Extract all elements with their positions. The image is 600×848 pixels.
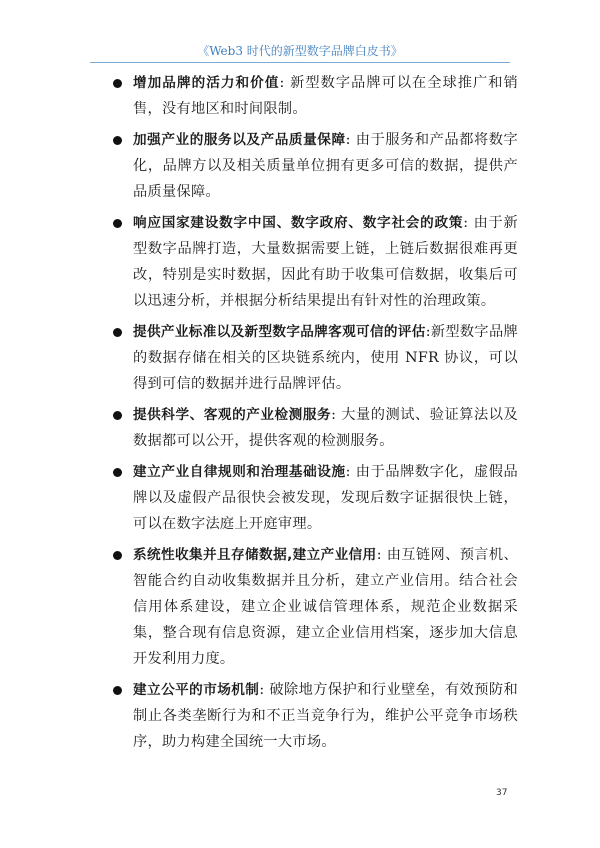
bullet-icon (113, 328, 122, 337)
bullet-icon (113, 411, 122, 420)
item-title: 建立公平的市场机制 (133, 682, 260, 698)
item-text: : 由互链网、预言机、智能合约自动收集数据并且分析，建立产业信用。结合社会信用体系建设，建立企业诚信管理体系，规范企业数据采集，整合现有信息资源，建立企业信用档案，逐步加大信息开发利用力度。 (133, 547, 518, 667)
page-number: 37 (496, 788, 508, 798)
item-title: 建立产业自律规则和治理基础设施 (133, 464, 346, 480)
list-item (113, 127, 518, 205)
list-item (113, 70, 518, 122)
item-title: 提供产业标准以及新型数字品牌客观可信的评估 (133, 324, 426, 340)
bullet-icon (113, 468, 122, 477)
item-text: : 由于服务和产品都将数字化，品牌方以及相关质量单位拥有更多可信的数据，提供产品质量保障。 (133, 132, 518, 200)
bullet-icon (113, 551, 122, 560)
bullet-list (113, 70, 518, 760)
page-header-title: 《Web3 时代的新型数字品牌白皮书》 (197, 44, 403, 58)
item-title: 系统性收集并且存储数据,建立产业信用 (133, 547, 377, 563)
list-item (113, 459, 518, 537)
bullet-icon (113, 686, 122, 695)
item-text: : 新型数字品牌可以在全球推广和销售，没有地区和时间限制。 (133, 75, 518, 117)
item-text: : 由于新型数字品牌打造，大量数据需要上链，上链后数据很难再更改，特别是实时数据，因此有助于收集可信数据，收集后可以迅速分析，并根据分析结果提出有针对性的治理政策。 (133, 215, 518, 309)
item-text: : 大量的测试、验证算法以及数据都可以公开，提供客观的检测服务。 (133, 407, 518, 449)
item-title: 提供科学、客观的产业检测服务 (133, 407, 332, 423)
item-title: 增加品牌的活力和价值 (133, 75, 280, 91)
bullet-icon (113, 79, 122, 88)
list-item (113, 542, 518, 672)
item-title: 响应国家建设数字中国、数字政府、数字社会的政策 (133, 215, 464, 231)
item-text: : 由于品牌数字化，虚假品牌以及虚假产品很快会被发现，发现后数字证据很快上链，可以在数字法庭上开庭审理。 (133, 464, 518, 532)
list-item (113, 677, 518, 755)
list-item (113, 319, 518, 397)
bullet-icon (113, 219, 122, 228)
list-item (113, 210, 518, 314)
item-text: : 破除地方保护和行业壁垒，有效预防和制止各类垄断行为和不正当竞争行为，维护公平竞争市场秩序，助力构建全国统一大市场。 (133, 682, 518, 750)
header-divider (90, 62, 510, 63)
item-title: 加强产业的服务以及产品质量保障 (133, 132, 346, 148)
item-text: :新型数字品牌的数据存储在相关的区块链系统内，使用 NFR 协议，可以得到可信的数据并进行品牌评估。 (133, 324, 518, 392)
list-item (113, 402, 518, 454)
bullet-icon (113, 136, 122, 145)
